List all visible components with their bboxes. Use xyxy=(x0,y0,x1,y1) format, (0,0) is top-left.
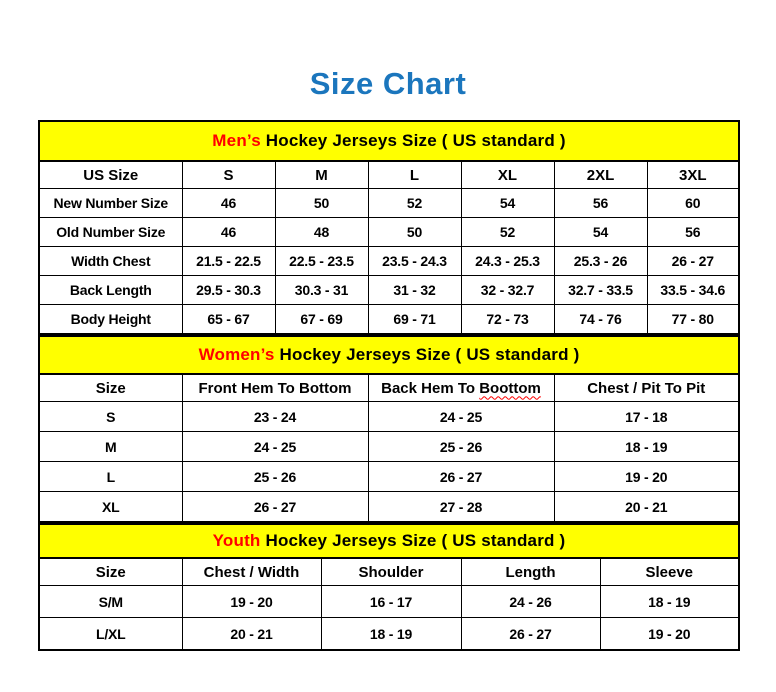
size-cell: 46 xyxy=(182,218,275,247)
size-cell: 54 xyxy=(554,218,647,247)
size-cell: 24.3 - 25.3 xyxy=(461,247,554,276)
size-cell: 23.5 - 24.3 xyxy=(368,247,461,276)
table-row xyxy=(39,247,739,276)
table-row xyxy=(39,492,739,523)
column-header-text: Back Hem To xyxy=(381,379,476,397)
column-header: Length xyxy=(461,558,600,586)
table-row xyxy=(39,305,739,335)
size-cell: 25.3 - 26 xyxy=(554,247,647,276)
column-header: L xyxy=(368,161,461,189)
size-cell: 32.7 - 33.5 xyxy=(554,276,647,305)
table-row xyxy=(39,462,739,492)
column-header: Size xyxy=(39,374,182,402)
size-cell: 24 - 25 xyxy=(368,402,554,432)
row-label: M xyxy=(39,432,182,462)
size-cell: 16 - 17 xyxy=(321,586,461,618)
mens-header-row xyxy=(39,161,739,189)
womens-section-band xyxy=(39,336,739,374)
size-cell: 32 - 32.7 xyxy=(461,276,554,305)
column-header: 2XL xyxy=(554,161,647,189)
youth-size-table xyxy=(38,523,740,651)
size-cell: 20 - 21 xyxy=(554,492,739,523)
column-header: XL xyxy=(461,161,554,189)
size-cell: 26 - 27 xyxy=(461,618,600,651)
size-cell: 46 xyxy=(182,189,275,218)
column-header: M xyxy=(275,161,368,189)
size-cell: 56 xyxy=(647,218,739,247)
column-header: Size xyxy=(39,558,182,586)
page-title: Size Chart xyxy=(309,66,467,101)
row-label: L xyxy=(39,462,182,492)
size-cell: 24 - 25 xyxy=(182,432,368,462)
row-label: Back Length xyxy=(39,276,182,305)
size-cell: 77 - 80 xyxy=(647,305,739,335)
size-cell: 18 - 19 xyxy=(554,432,739,462)
womens-header-row xyxy=(39,374,739,402)
size-cell: 25 - 26 xyxy=(182,462,368,492)
youth-section-rest: Hockey Jerseys Size ( US standard ) xyxy=(265,531,566,550)
size-cell: 19 - 20 xyxy=(182,586,321,618)
mens-section-band xyxy=(39,121,739,161)
size-cell: 21.5 - 22.5 xyxy=(182,247,275,276)
row-label: L/XL xyxy=(39,618,182,651)
size-cell: 17 - 18 xyxy=(554,402,739,432)
size-cell: 48 xyxy=(275,218,368,247)
womens-section-rest: Hockey Jerseys Size ( US standard ) xyxy=(279,345,580,364)
row-label: XL xyxy=(39,492,182,523)
size-cell: 54 xyxy=(461,189,554,218)
table-row xyxy=(39,402,739,432)
row-label: S/M xyxy=(39,586,182,618)
row-label: Old Number Size xyxy=(39,218,182,247)
row-label: S xyxy=(39,402,182,432)
womens-size-table xyxy=(38,335,740,523)
size-cell: 30.3 - 31 xyxy=(275,276,368,305)
youth-header-row xyxy=(39,558,739,586)
row-label: Body Height xyxy=(39,305,182,335)
column-header: 3XL xyxy=(647,161,739,189)
size-cell: 74 - 76 xyxy=(554,305,647,335)
size-cell: 22.5 - 23.5 xyxy=(275,247,368,276)
size-cell: 19 - 20 xyxy=(554,462,739,492)
size-cell: 52 xyxy=(368,189,461,218)
column-header: Chest / Pit To Pit xyxy=(554,374,739,402)
size-cell: 26 - 27 xyxy=(182,492,368,523)
mens-section-highlight: Men’s xyxy=(212,131,261,150)
size-cell: 50 xyxy=(368,218,461,247)
mens-section-rest: Hockey Jerseys Size ( US standard ) xyxy=(265,131,566,150)
column-header: Sleeve xyxy=(600,558,739,586)
size-cell: 20 - 21 xyxy=(182,618,321,651)
size-cell: 56 xyxy=(554,189,647,218)
table-row xyxy=(39,618,739,651)
size-cell: 25 - 26 xyxy=(368,432,554,462)
table-row xyxy=(39,586,739,618)
size-cell: 19 - 20 xyxy=(600,618,739,651)
table-row xyxy=(39,189,739,218)
column-header: US Size xyxy=(39,161,182,189)
column-header: Front Hem To Bottom xyxy=(182,374,368,402)
size-cell: 52 xyxy=(461,218,554,247)
row-label: Width Chest xyxy=(39,247,182,276)
mens-section-title xyxy=(39,121,739,161)
table-row xyxy=(39,218,739,247)
size-cell: 29.5 - 30.3 xyxy=(182,276,275,305)
row-label: New Number Size xyxy=(39,189,182,218)
size-cell: 31 - 32 xyxy=(368,276,461,305)
size-cell: 26 - 27 xyxy=(647,247,739,276)
size-cell: 33.5 - 34.6 xyxy=(647,276,739,305)
size-cell: 26 - 27 xyxy=(368,462,554,492)
size-cell: 50 xyxy=(275,189,368,218)
size-cell: 60 xyxy=(647,189,739,218)
size-cell: 67 - 69 xyxy=(275,305,368,335)
size-cell: 18 - 19 xyxy=(600,586,739,618)
size-cell: 24 - 26 xyxy=(461,586,600,618)
column-header-misspelled xyxy=(368,374,554,402)
table-row xyxy=(39,276,739,305)
youth-section-band xyxy=(39,524,739,558)
column-header: Shoulder xyxy=(321,558,461,586)
size-cell: 69 - 71 xyxy=(368,305,461,335)
size-cell: 72 - 73 xyxy=(461,305,554,335)
size-cell: 27 - 28 xyxy=(368,492,554,523)
womens-section-title xyxy=(39,336,739,374)
youth-section-highlight: Youth xyxy=(212,531,261,550)
column-header: S xyxy=(182,161,275,189)
size-cell: 18 - 19 xyxy=(321,618,461,651)
size-cell: 23 - 24 xyxy=(182,402,368,432)
column-header: Chest / Width xyxy=(182,558,321,586)
mens-size-table xyxy=(38,120,740,335)
size-cell: 65 - 67 xyxy=(182,305,275,335)
spellcheck-squiggle-word: Boottom xyxy=(479,379,541,397)
table-row xyxy=(39,432,739,462)
youth-section-title xyxy=(39,524,739,558)
womens-section-highlight: Women’s xyxy=(198,345,275,364)
size-tables-container xyxy=(38,120,738,651)
